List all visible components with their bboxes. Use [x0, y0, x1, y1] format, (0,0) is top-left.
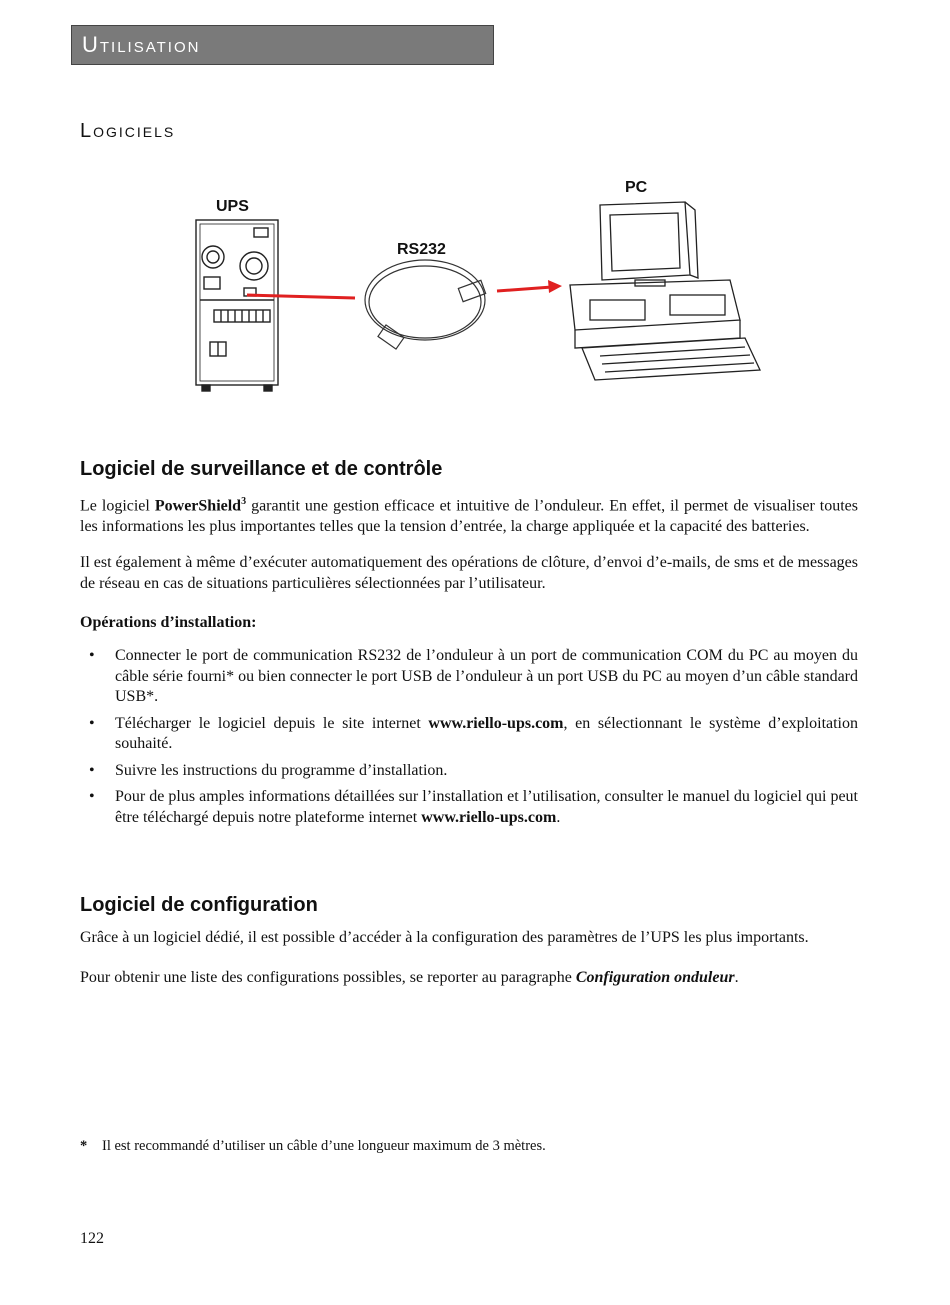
ups-tower-illustration — [196, 220, 278, 391]
configuration-p2-end: . — [734, 969, 739, 986]
configuration-paragraph-2 — [80, 968, 858, 989]
powershield-brand: PowerShield — [154, 497, 242, 515]
monitoring-paragraph-1 — [80, 492, 858, 537]
step-text: Connecter le port de communication RS232 de l’onduleur à un port de communication COM du PC au moyen du câble série fourni* ou bien connecter le port USB de l’onduleur à un port USB du PC au moyen d’un câble standard USB*. — [115, 647, 858, 705]
configuration-paragraph-1: Grâce à un logiciel dédié, il est possible d’accéder à la configuration des paramètres de l’UPS les plus importants. — [80, 929, 809, 946]
pc-label: PC — [625, 179, 648, 196]
step-text: . — [556, 808, 561, 826]
footnote-text: Il est recommandé d’utiliser un câble d’une longueur maximum de 3 mètres. — [102, 1138, 546, 1154]
pc-arrow — [497, 280, 562, 293]
list-item — [80, 714, 858, 755]
configuration-p2-start: Pour obtenir une liste des configurations possibles, se reporter au paragraphe — [80, 969, 576, 986]
monitoring-heading: Logiciel de surveillance et de contrôle — [80, 458, 443, 480]
step-text: , en sélectionnant le système d’exploitation souhaité. — [115, 714, 859, 752]
monitoring-p1-start: Le logiciel — [80, 497, 155, 515]
step-text: Pour de plus amples informations détaillées sur l’installation et l’utilisation, consulter le manuel du logiciel qui peut être téléchargé depuis notre plateforme internet — [115, 788, 858, 826]
configuration-reference: Configuration onduleur — [575, 969, 735, 986]
website-link[interactable]: www.riello-ups.com — [421, 808, 557, 826]
monitoring-paragraph-2: Il est également à même d’exécuter automatiquement des opérations de clôture, d’envoi d’e-mails, de sms et de messages de réseau en cas de situations particulières sélectionnées par l’utilisateur. — [80, 554, 858, 592]
bullet-icon: • — [89, 647, 95, 664]
website-link[interactable]: www.riello-ups.com — [428, 714, 564, 732]
list-item — [80, 787, 858, 828]
list-item — [80, 761, 858, 782]
bullet-icon: • — [89, 788, 95, 805]
chapter-title: Utilisation — [82, 32, 201, 57]
step-text: Télécharger le logiciel depuis le site internet — [115, 714, 429, 732]
footnote-star: * — [80, 1138, 88, 1154]
list-item — [80, 646, 858, 708]
ups-label: UPS — [216, 198, 249, 215]
step-text: Suivre les instructions du programme d’installation. — [115, 761, 448, 779]
installation-steps-list — [80, 646, 858, 834]
rs232-cable-illustration — [365, 260, 486, 349]
configuration-heading: Logiciel de configuration — [80, 894, 318, 916]
pc-illustration — [570, 202, 760, 380]
section-title: Logiciels — [80, 120, 176, 142]
page-number: 122 — [80, 1230, 104, 1247]
connection-diagram — [170, 170, 770, 410]
rs232-label: RS232 — [397, 241, 446, 258]
bullet-icon: • — [89, 714, 95, 732]
ups-connection-line — [247, 295, 355, 298]
bullet-icon: • — [89, 761, 95, 779]
monitoring-p1-end: garantit une gestion efficace et intuitive de l’onduleur. En effet, il permet de visualiser toutes les informations les plus importantes telles que la tension d’entrée, la charge appliquée et la capacité des batteries. — [80, 497, 859, 535]
chapter-header — [71, 25, 494, 65]
installation-title: Opérations d’installation: — [80, 614, 257, 631]
powershield-superscript: 3 — [241, 496, 247, 507]
footnote — [80, 1138, 546, 1155]
